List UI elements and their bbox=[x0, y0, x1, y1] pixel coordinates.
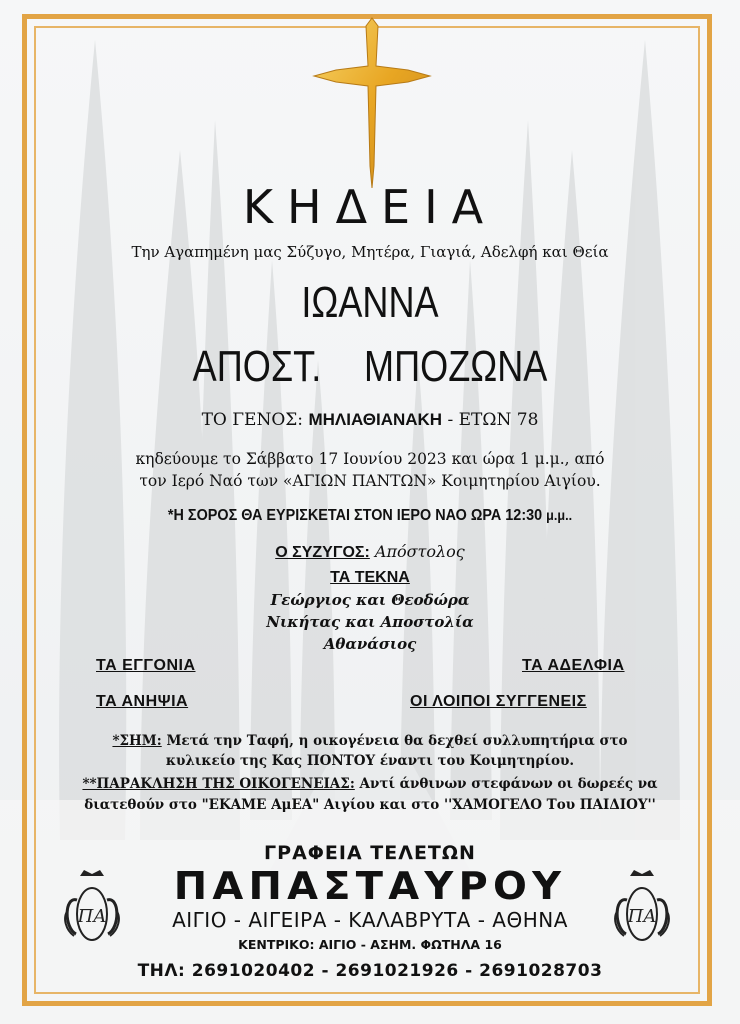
siblings-label: ΤΑ ΑΔΕΛΦΙΑ bbox=[522, 657, 625, 674]
funeral-home-heading: ΓΡΑΦΕΙΑ ΤΕΛΕΤΩΝ bbox=[264, 842, 476, 864]
body-notice-text: *Η ΣΟΡΟΣ ΘΑ ΕΥΡΙΣΚΕΤΑΙ ΣΤΟΝ ΙΕΡΟ ΝΑΟ ΩΡΑ 12:30 bbox=[167, 507, 543, 524]
child-line: Γεώργιος και Θεοδώρα bbox=[270, 591, 470, 609]
svg-text:ΠΑ: ΠΑ bbox=[627, 906, 657, 927]
spouse-line bbox=[0, 542, 740, 562]
funeral-home-logo bbox=[62, 870, 122, 950]
maiden-label: ΤΟ ΓΕΝΟΣ: bbox=[201, 410, 304, 430]
svg-text:ΠΑ: ΠΑ bbox=[77, 906, 107, 927]
maiden-name-line bbox=[0, 410, 740, 430]
funeral-home-cities: ΑΙΓΙΟ - ΑΙΓΕΙΡΑ - ΚΑΛΑΒΡΥΤΑ - ΑΘΗΝΑ bbox=[172, 908, 568, 932]
relatives-label: ΟΙ ΛΟΙΠΟΙ ΣΥΓΓΕΝΕΙΣ bbox=[410, 693, 587, 710]
children-label: ΤΑ ΤΕΚΝΑ bbox=[330, 569, 410, 586]
child-line: Νικήτας και Αποστολία bbox=[266, 613, 474, 631]
grandchildren-label: ΤΑ ΕΓΓΟΝΙΑ bbox=[96, 657, 196, 674]
cross-icon bbox=[312, 16, 432, 191]
burial-line-2: τον Ιερό Ναό των «ΑΓΙΩΝ ΠΑΝΤΩΝ» Κοιμητηρίου Αιγίου. bbox=[139, 472, 601, 490]
funeral-home-address: ΚΕΝΤΡΙΚΟ: ΑΙΓΙΟ - ΑΣΗΜ. ΦΩΤΗΛΑ 16 bbox=[238, 937, 502, 952]
child-line: Αθανάσιος bbox=[323, 635, 417, 653]
maiden-name: ΜΗΛΙΑΘΙΑΝΑΚΗ bbox=[308, 410, 443, 429]
deceased-surname: ΑΠΟΣΤ. ΜΠΟΖΩΝΑ bbox=[192, 342, 548, 391]
burial-line-1: κηδεύουμε το Σάββατο 17 Ιουνίου 2023 και ώρα 1 μ.μ., από bbox=[135, 450, 605, 468]
funeral-home-phones: ΤΗΛ: 2691020402 - 2691021926 - 2691028703 bbox=[137, 961, 603, 981]
deceased-first-name: ΙΩΑΝΝΑ bbox=[301, 278, 439, 327]
note-1 bbox=[0, 733, 740, 749]
funeral-home-name: ΠΑΠΑΣΤΑΥΡΟΥ bbox=[173, 864, 567, 908]
note-2 bbox=[0, 776, 740, 792]
notice-title: ΚΗΔΕΙΑ bbox=[242, 180, 498, 234]
age: - ΕΤΩΝ 78 bbox=[447, 410, 539, 430]
note-2-line-2: διατεθούν στο "ΕΚΑΜΕ ΑμΕΑ" Αιγίου και στο ''ΧΑΜΟΓΕΛΟ Του ΠΑΙΔΙΟΥ'' bbox=[84, 797, 656, 813]
spouse-label: Ο ΣΥΖΥΓΟΣ: bbox=[275, 544, 370, 561]
nieces-label: ΤΑ ΑΝΗΨΙΑ bbox=[96, 693, 189, 710]
note-1-label: *ΣΗΜ: bbox=[112, 733, 162, 749]
spouse-name: Απόστολος bbox=[374, 542, 465, 561]
body-notice-suffix: μ.μ.. bbox=[546, 507, 573, 523]
note-2-label: **ΠΑΡΑΚΛΗΣΗ ΤΗΣ ΟΙΚΟΓΕΝΕΙΑΣ: bbox=[82, 776, 355, 792]
note-1-line-2: κυλικείο της Κας ΠΟΝΤΟΥ έναντι του Κοιμητηρίου. bbox=[165, 753, 575, 769]
funeral-home-logo bbox=[612, 870, 672, 950]
note-1-text: Μετά την Ταφή, η οικογένεια θα δεχθεί συλλυπητήρια στο bbox=[166, 733, 628, 749]
body-notice bbox=[37, 507, 703, 525]
intro-line: Την Αγαπημένη μας Σύζυγο, Μητέρα, Γιαγιά, Αδελφή και Θεία bbox=[131, 243, 609, 261]
note-2-text: Αντί άνθινων στεφάνων οι δωρεές να bbox=[359, 776, 658, 792]
